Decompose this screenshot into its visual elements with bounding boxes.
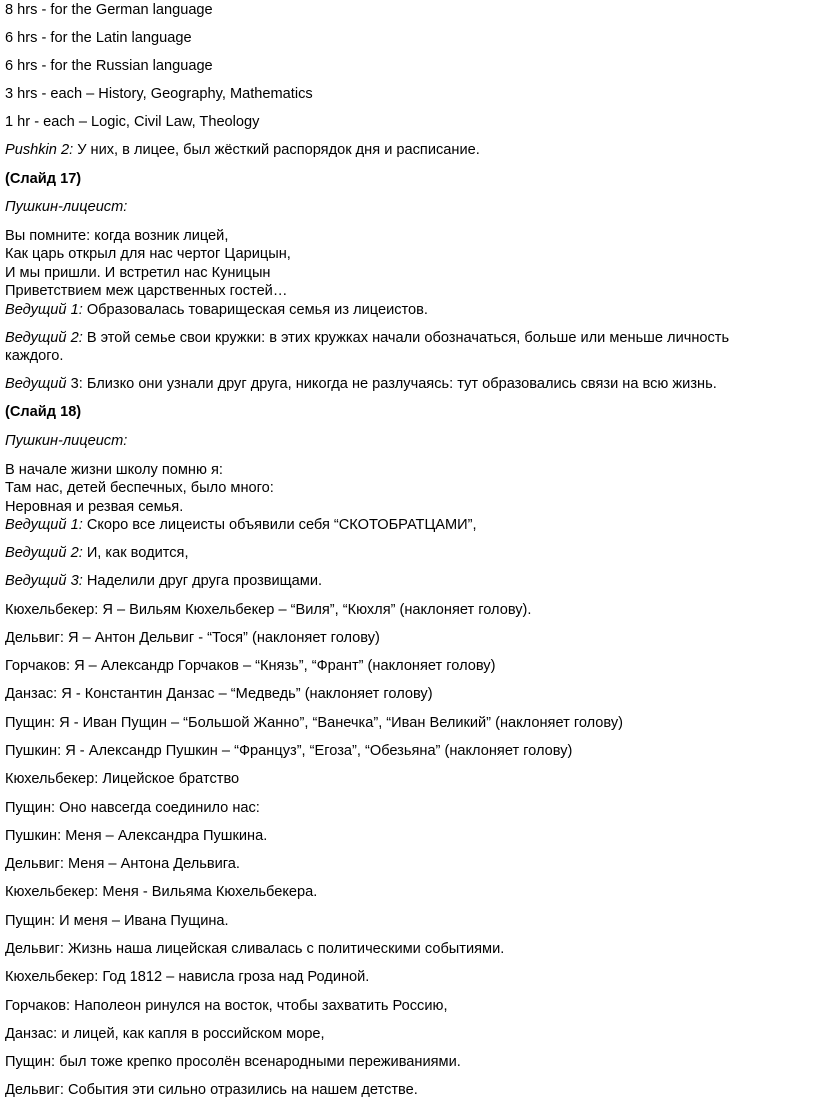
speech-text: У них, в лицее, был жёсткий распорядок дня и расписание. [73, 142, 480, 158]
dialogue-line: Данзас: и лицей, как капля в российском море, [5, 1026, 325, 1042]
speech-text: Образовалась товарищеская семья из лицеистов. [82, 302, 428, 318]
host3-paragraph [5, 572, 322, 590]
speech-text: 3: Близко они узнали друг друга, никогда не разлучаясь: тут образовались связи на всю жизнь. [66, 376, 717, 392]
dialogue-line: Кюхельбекер: Я – Вильям Кюхельбекер – “Виля”, “Кюхля” (наклоняет голову). [5, 602, 532, 618]
poem-line: И мы пришли. И встретил нас Куницын [5, 265, 271, 281]
hours-line-german: 8 hrs - for the German language [5, 2, 213, 18]
host2-paragraph [5, 544, 189, 562]
speaker-label: Pushkin 2: [5, 142, 74, 158]
poem-line: Приветствием меж царственных гостей… [5, 283, 288, 299]
hours-line-russian: 6 hrs - for the Russian language [5, 58, 213, 74]
poem-line: Неровная и резвая семья. [5, 499, 184, 515]
dialogue-line: Дельвиг: События эти сильно отразились на нашем детстве. [5, 1082, 418, 1098]
hours-line-latin: 6 hrs - for the Latin language [5, 30, 192, 46]
speaker-label: Ведущий 2: [5, 330, 83, 346]
dialogue-line: Горчаков: Я – Александр Горчаков – “Князь”, “Франт” (наклоняет голову) [5, 658, 496, 674]
poem-line: Как царь открыл для нас чертог Царицын, [5, 246, 291, 262]
dialogue-line: Пущин: И меня – Ивана Пущина. [5, 913, 229, 929]
host2-paragraph [5, 329, 785, 365]
dialogue-line: Горчаков: Наполеон ринулся на восток, чтобы захватить Россию, [5, 998, 448, 1014]
speech-text: И, как водится, [82, 545, 189, 561]
host3-paragraph [5, 375, 717, 393]
speaker-label: Ведущий [5, 376, 67, 392]
dialogue-line: Пушкин: Меня – Александра Пушкина. [5, 828, 268, 844]
dialogue-line: Дельвиг: Меня – Антона Дельвига. [5, 856, 240, 872]
dialogue-line: Пущин: Оно навсегда соединило нас: [5, 800, 260, 816]
speech-text: Скоро все лицеисты объявили себя “СКОТОБРАТЦАМИ”, [82, 517, 477, 533]
speaker-label: Ведущий 2: [5, 545, 83, 561]
dialogue-line: Пущин: был тоже крепко просолён всенародными переживаниями. [5, 1054, 461, 1070]
hours-line-history: 3 hrs - each – History, Geography, Mathematics [5, 86, 313, 102]
pushkin-lyceist-label: Пушкин-лицеист: [5, 433, 128, 449]
speech-text: Наделили друг друга прозвищами. [82, 573, 323, 589]
dialogue-line: Кюхельбекер: Год 1812 – нависла гроза над Родиной. [5, 969, 370, 985]
poem-line: В начале жизни школу помню я: [5, 462, 223, 478]
poem-line: Вы помните: когда возник лицей, [5, 228, 229, 244]
dialogue-line: Данзас: Я - Константин Данзас – “Медведь” (наклоняет голову) [5, 686, 433, 702]
hours-line-logic: 1 hr - each – Logic, Civil Law, Theology [5, 114, 260, 130]
slide-17-heading: (Слайд 17) [5, 171, 82, 187]
slide-18-heading: (Слайд 18) [5, 404, 82, 420]
poem-line: Там нас, детей беспечных, было много: [5, 480, 274, 496]
speaker-label: Ведущий 1: [5, 517, 83, 533]
pushkin2-paragraph [5, 141, 480, 159]
dialogue-line: Кюхельбекер: Меня - Вильяма Кюхельбекера. [5, 884, 318, 900]
dialogue-line: Пушкин: Я - Александр Пушкин – “Француз”, “Егоза”, “Обезьяна” (наклоняет голову) [5, 743, 573, 759]
host1-paragraph [5, 301, 428, 319]
speech-text: В этой семье свои кружки: в этих кружках начали обозначаться, больше или меньше личность каждого. [5, 330, 730, 364]
host1-paragraph [5, 516, 477, 534]
dialogue-line: Дельвиг: Я – Антон Дельвиг - “Тося” (наклоняет голову) [5, 630, 380, 646]
speaker-label: Ведущий 3: [5, 573, 83, 589]
dialogue-line: Кюхельбекер: Лицейское братство [5, 771, 240, 787]
dialogue-line: Дельвиг: Жизнь наша лицейская сливалась с политическими событиями. [5, 941, 505, 957]
pushkin-lyceist-label: Пушкин-лицеист: [5, 199, 128, 215]
dialogue-line: Пущин: Я - Иван Пущин – “Большой Жанно”, “Ванечка”, “Иван Великий” (наклоняет голову) [5, 715, 623, 731]
speaker-label: Ведущий 1: [5, 302, 83, 318]
